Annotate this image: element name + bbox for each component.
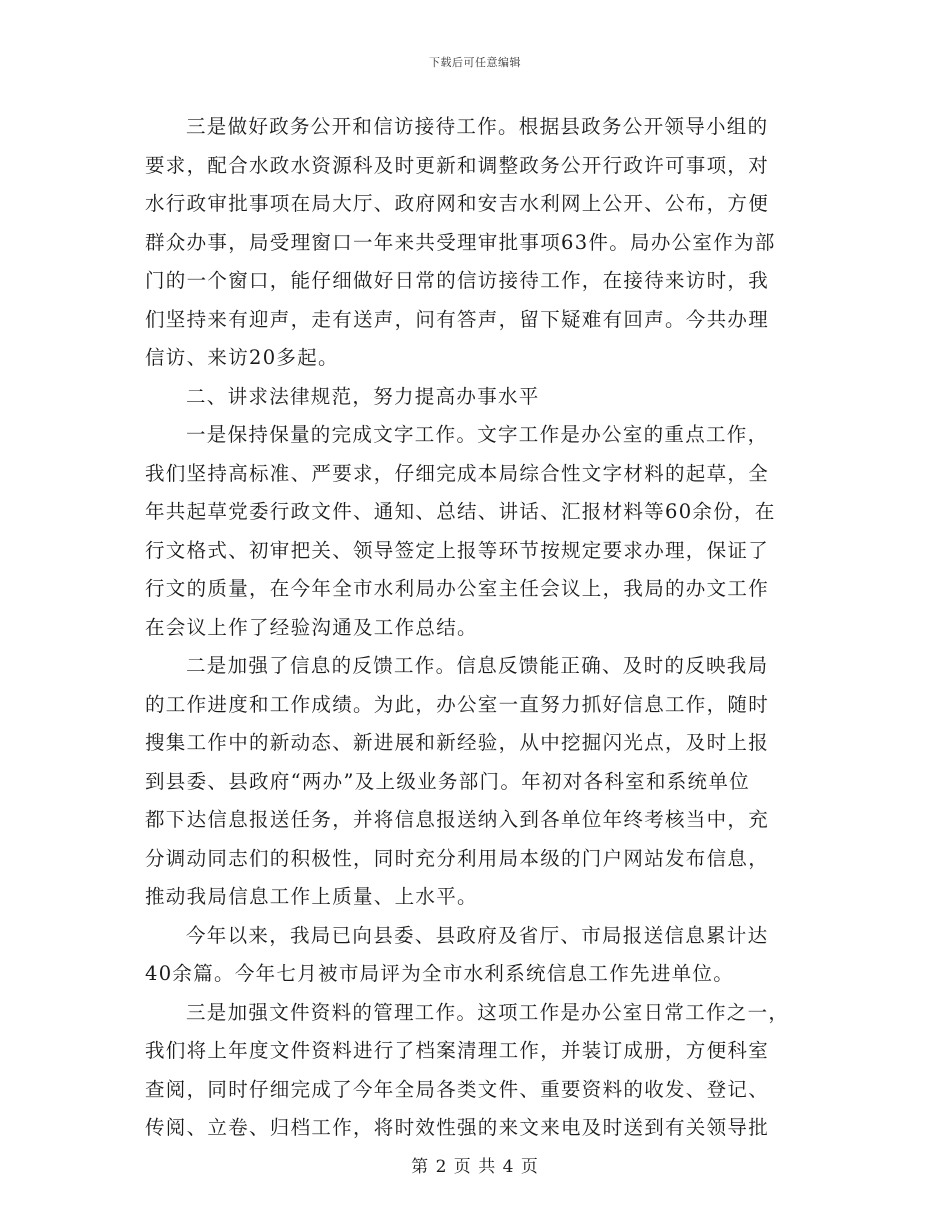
paragraph-line: 三是做好政务公开和信访接待工作。根据县政务公开领导小组的 bbox=[186, 115, 769, 138]
paragraph-line: 水行政审批事项在局大厅、政府网和安吉水利网上公开、公布，方便 bbox=[145, 192, 770, 215]
paragraph-line: 我们坚持高标准、严要求，仔细完成本局综合性文字材料的起草，全 bbox=[145, 461, 770, 485]
paragraph-line: 我们将上年度文件资料进行了档案清理工作，并装订成册，方便科室 bbox=[145, 1039, 770, 1062]
paragraph-line: 搜集工作中的新动态、新进展和新经验，从中挖掘闪光点，及时上报 bbox=[145, 731, 770, 754]
paragraph-line: 分调动同志们的积极性，同时充分利用局本级的门户网站发布信息， bbox=[145, 846, 770, 870]
page-header: 下载后可任意编辑 bbox=[429, 56, 521, 69]
paragraph-line: 今年以来，我局已向县委、县政府及省厅、市局报送信息累计达 bbox=[186, 923, 769, 947]
paragraph-line: 要求，配合水政水资源科及时更新和调整政务公开行政许可事项，对 bbox=[145, 153, 770, 177]
paragraph-line: 行文的质量，在今年全市水利局办公室主任会议上，我局的办文工作 bbox=[145, 577, 770, 600]
paragraph-line: 三是加强文件资料的管理工作。这项工作是办公室日常工作之一， bbox=[186, 1000, 790, 1024]
page-footer: 第 2 页 共 4 页 bbox=[411, 1157, 539, 1177]
paragraph-line: 们坚持来有迎声，走有送声，问有答声，留下疑难有回声。今共办理 bbox=[145, 307, 770, 331]
paragraph-line: 二是加强了信息的反馈工作。信息反馈能正确、及时的反映我局 bbox=[186, 654, 769, 677]
document-body bbox=[145, 108, 805, 1148]
paragraph-line: 门的一个窗口，能仔细做好日常的信访接待工作，在接待来访时，我 bbox=[145, 269, 770, 292]
paragraph-line: 推动我局信息工作上质量、上水平。 bbox=[145, 885, 478, 908]
paragraph-line: 行文格式、初审把关、领导签定上报等环节按规定要求办理，保证了 bbox=[145, 538, 770, 562]
paragraph-line: 信访、来访20多起。 bbox=[145, 346, 339, 369]
paragraph-line: 一是保持保量的完成文字工作。文字工作是办公室的重点工作， bbox=[186, 423, 769, 446]
paragraph-line: 年共起草党委行政文件、通知、总结、讲话、汇报材料等60余份，在 bbox=[145, 500, 776, 523]
paragraph-line: 群众办事，局受理窗口一年来共受理审批事项63件。局办公室作为部 bbox=[145, 230, 776, 254]
section-heading: 二、讲求法律规范，努力提高办事水平 bbox=[186, 384, 540, 408]
paragraph-line: 到县委、县政府“两办”及上级业务部门。年初对各科室和系统单位 bbox=[145, 769, 750, 793]
paragraph-line: 查阅，同时仔细完成了今年全局各类文件、重要资料的收发、登记、 bbox=[145, 1077, 770, 1101]
paragraph-line: 40余篇。今年七月被市局评为全市水利系统信息工作先进单位。 bbox=[145, 962, 735, 985]
paragraph-line: 在会议上作了经验沟通及工作总结。 bbox=[145, 615, 478, 639]
paragraph-line: 的工作进度和工作成绩。为此，办公室一直努力抓好信息工作，随时 bbox=[145, 692, 770, 716]
paragraph-line: 传阅、立卷、归档工作，将时效性强的来文来电及时送到有关领导批 bbox=[145, 1116, 770, 1139]
paragraph-line: 都下达信息报送任务，并将信息报送纳入到各单位年终考核当中，充 bbox=[145, 808, 770, 831]
